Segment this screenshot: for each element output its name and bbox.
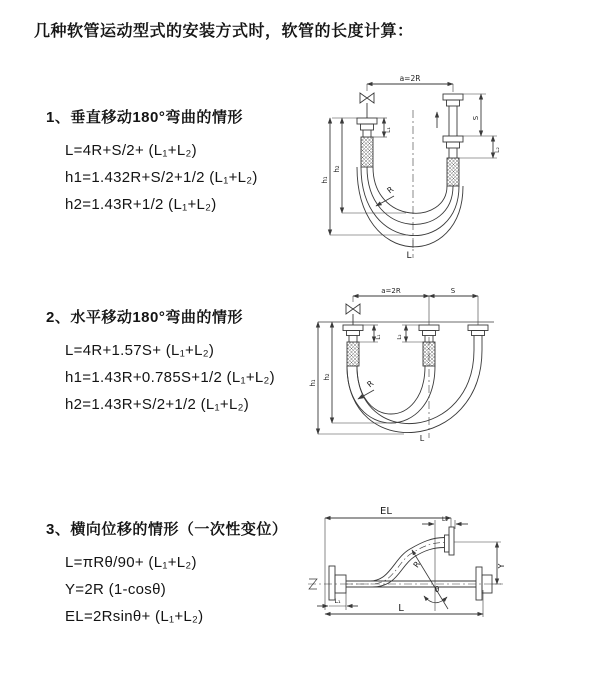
braided-hose-section — [347, 342, 359, 366]
dim-label-radius: R — [411, 559, 423, 570]
left-pipe-fitting — [357, 118, 377, 167]
radius-leader — [376, 196, 394, 206]
formula-list — [65, 549, 287, 630]
section-heading: 3、横向位移的情形（一次性变位） — [46, 521, 288, 538]
dim-label-l2: L₂ — [397, 334, 403, 340]
dim-label-l2: L₂ — [441, 515, 449, 523]
formula-line: h1=1.43R+0.785S+1/2 (L₁+L₂) — [65, 369, 275, 386]
formula-line: h1=1.432R+S/2+1/2 (L₁+L₂) — [65, 169, 258, 186]
dim-label-h2: h₂ — [323, 373, 331, 381]
dim-label-span: a=2R — [399, 74, 421, 83]
right-flange — [476, 567, 492, 600]
dimension-offset — [454, 542, 501, 584]
dim-label-h1: h₁ — [321, 176, 329, 184]
dim-label-length: L — [398, 603, 404, 614]
left-flange — [329, 566, 346, 600]
formula-line: h2=1.43R+S/2+1/2 (L₁+L₂) — [65, 396, 250, 413]
formula-list — [65, 337, 275, 418]
dim-label-radius: R — [365, 378, 376, 390]
dim-label-stroke: S — [450, 287, 456, 295]
diagram-lateral-displacement — [298, 498, 600, 662]
formula-list — [65, 137, 258, 218]
dim-label-length: L — [419, 434, 425, 443]
section-heading: 2、水平移动180°弯曲的情形 — [46, 309, 243, 326]
section-heading: 1、垂直移动180°弯曲的情形 — [46, 109, 243, 126]
dimension-stroke — [459, 94, 497, 158]
hose-u-bend — [347, 350, 482, 433]
dim-label-radius: R — [385, 184, 396, 196]
dimension-fit2 — [402, 325, 423, 342]
dimension-overall — [325, 518, 451, 610]
dimension-span — [367, 84, 453, 92]
diagram-horizontal-180-bend — [306, 282, 598, 444]
page-title: 几种软管运动型式的安装方式时，软管的长度计算： — [34, 23, 414, 40]
right-pipe-fitting — [443, 94, 463, 186]
braided-hose-section — [447, 158, 459, 186]
formula-line: EL=2Rsinθ+ (L₁+L₂) — [65, 608, 204, 625]
dimension-heights — [330, 118, 408, 235]
radius-leader — [358, 390, 374, 399]
braided-hose-section — [361, 137, 373, 167]
dim-label-span: a=2R — [381, 287, 401, 295]
dim-label-h1: h₁ — [309, 379, 317, 387]
dim-label-stroke: S — [472, 115, 480, 121]
dim-label-l1: L₁ — [385, 127, 392, 133]
formula-line: L=πRθ/90+ (L₁+L₂) — [65, 554, 197, 571]
formula-line: h2=1.43R+1/2 (L₁+L₂) — [65, 196, 217, 213]
dimension-length — [325, 590, 483, 617]
right-pipe-fitting — [468, 325, 488, 350]
formula-line: L=4R+S/2+ (L₁+L₂) — [65, 142, 197, 159]
dim-label-offset: Y — [497, 563, 506, 569]
dim-label-overall: EL — [380, 506, 392, 517]
section-lateral-displacement — [46, 518, 287, 630]
dimension-span — [353, 296, 478, 325]
formula-line: L=4R+1.57S+ (L₁+L₂) — [65, 342, 215, 359]
dimension-fit-top — [422, 520, 468, 611]
dim-label-angle: θ — [434, 585, 440, 594]
dim-label-l1: L₁ — [376, 334, 382, 340]
formula-line: Y=2R (1-cosθ) — [65, 581, 167, 598]
section-vertical-180 — [46, 106, 258, 218]
dim-label-h2: h₂ — [333, 165, 341, 173]
dim-label-l1: L₁ — [334, 597, 341, 605]
diagram-vertical-180-bend — [310, 70, 590, 262]
section-horizontal-180 — [46, 306, 275, 418]
dim-label-length: L — [406, 251, 412, 261]
upper-flange — [445, 527, 455, 555]
dim-label-l2: L₂ — [494, 147, 501, 153]
left-pipe-fitting — [343, 325, 363, 366]
valve-icon — [360, 93, 374, 118]
